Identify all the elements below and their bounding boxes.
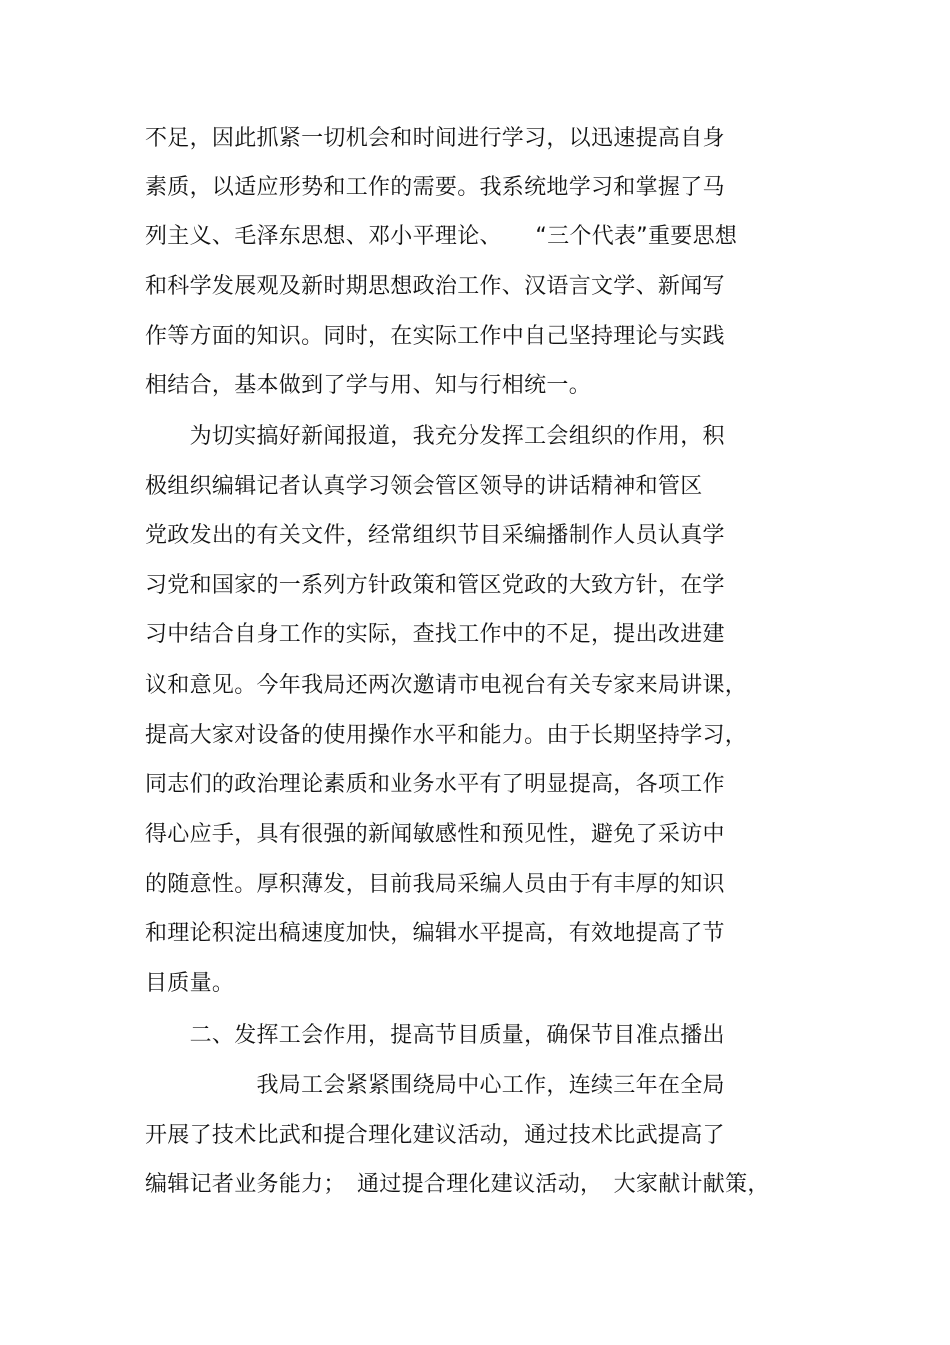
text-line: 列主义、毛泽东思想、邓小平理论、 “三个代表”重要思想 <box>145 224 738 249</box>
text-line: 习中结合自身工作的实际，查找工作中的不足，提出改进建 <box>145 622 725 647</box>
text-line: 极组织编辑记者认真学习领会管区领导的讲话精神和管区 <box>145 474 703 499</box>
text-line: 作等方面的知识。同时，在实际工作中自己坚持理论与实践 <box>145 324 725 349</box>
text-line: 编辑记者业务能力； 通过提合理化建议活动， 大家献计献策， <box>145 1172 770 1197</box>
text-line: 的随意性。厚积薄发，目前我局采编人员由于有丰厚的知识 <box>145 872 725 897</box>
text-line: 为切实搞好新闻报道，我充分发挥工会组织的作用，积 <box>145 424 725 449</box>
text-line: 相结合，基本做到了学与用、知与行相统一。 <box>145 373 592 398</box>
text-line: 习党和国家的一系列方针政策和管区党政的大致方针，在学 <box>145 573 725 598</box>
text-line: 议和意见。今年我局还两次邀请市电视台有关专家来局讲课， <box>145 673 748 698</box>
text-line: 和科学发展观及新时期思想政治工作、汉语言文学、新闻写 <box>145 274 725 299</box>
text-line: 和理论积淀出稿速度加快，编辑水平提高，有效地提高了节 <box>145 921 725 946</box>
text-line: 素质，以适应形势和工作的需要。我系统地学习和掌握了马 <box>145 175 725 200</box>
text-line: 开展了技术比武和提合理化建议活动，通过技术比武提高了 <box>145 1123 725 1148</box>
section-heading: 二、发挥工会作用，提高节目质量，确保节目准点播出 <box>145 1023 725 1048</box>
text-line: 目质量。 <box>145 971 235 996</box>
text-line: 我局工会紧紧围绕局中心工作，连续三年在全局 <box>145 1073 725 1098</box>
text-line: 党政发出的有关文件，经常组织节目采编播制作人员认真学 <box>145 523 725 548</box>
text-line: 不足，因此抓紧一切机会和时间进行学习，以迅速提高自身 <box>145 126 725 151</box>
text-line: 得心应手，具有很强的新闻敏感性和预见性，避免了采访中 <box>145 822 725 847</box>
text-line: 同志们的政治理论素质和业务水平有了明显提高，各项工作 <box>145 772 725 797</box>
text-line: 提高大家对设备的使用操作水平和能力。由于长期坚持学习， <box>145 723 748 748</box>
